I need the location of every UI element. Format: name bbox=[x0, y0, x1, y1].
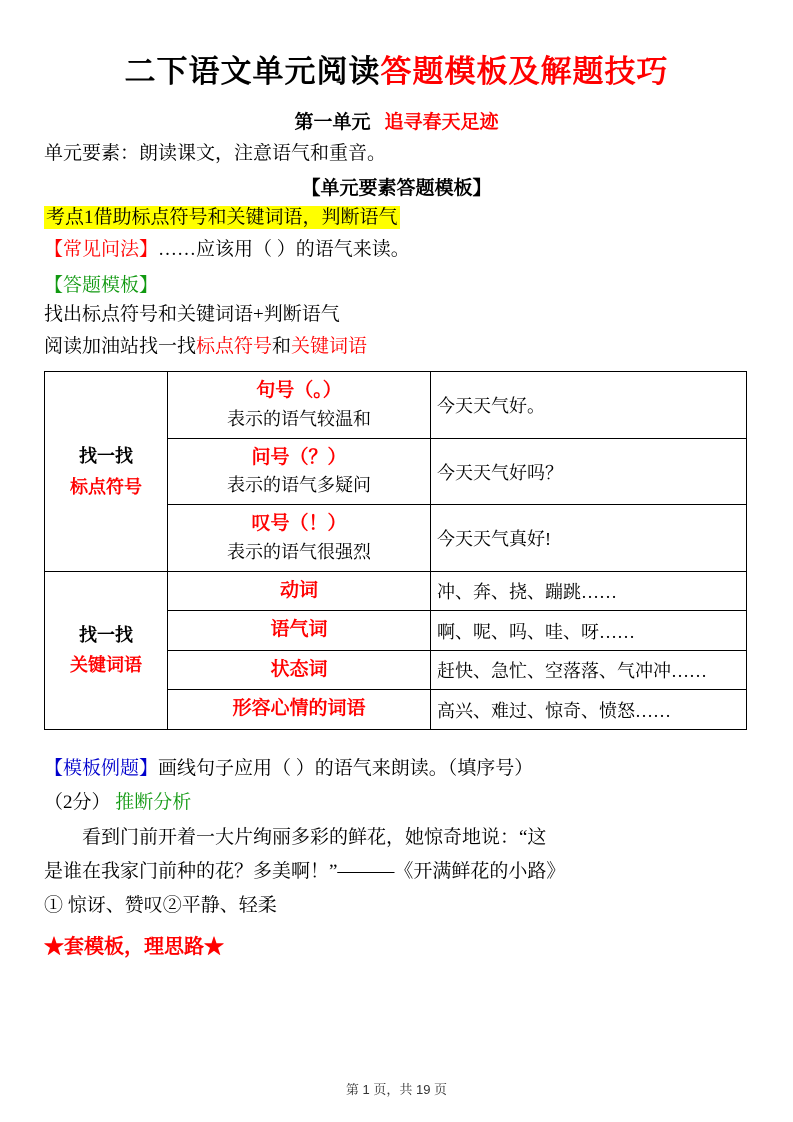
kaodian-highlight-text: 考点1借助标点符号和关键词语，判断语气 bbox=[46, 206, 398, 228]
example-score-line bbox=[44, 788, 749, 818]
footer-note: ★套模板，理思路★ bbox=[44, 935, 224, 958]
row-group-label-punctuation bbox=[45, 372, 168, 572]
example-question-line bbox=[44, 754, 749, 784]
passage-line-1: 看到门前开着一大片绚丽多彩的鲜花，她惊奇地说：“这 bbox=[82, 826, 547, 848]
table-cell-example: 今天天气好。 bbox=[431, 372, 747, 439]
example-question: 画线句子应用（ ）的语气来朗读。（填序号） bbox=[158, 757, 534, 779]
unit-heading bbox=[44, 107, 749, 134]
table-cell-mid bbox=[168, 650, 431, 690]
reading-station-red-1: 标点符号 bbox=[196, 335, 273, 357]
table-cell-mid bbox=[168, 690, 431, 730]
kaodian-highlight-line bbox=[44, 204, 749, 232]
table-row bbox=[45, 571, 747, 611]
cell-title: 叹号（！） bbox=[251, 513, 347, 535]
cell-subtitle: 表示的语气多疑问 bbox=[227, 475, 371, 496]
group-label-top: 找一找 bbox=[79, 624, 133, 645]
common-question-text: ……应该用（ ）的语气来读。 bbox=[158, 239, 410, 261]
common-question-line bbox=[44, 236, 749, 265]
reading-station-line bbox=[44, 332, 749, 361]
cell-subtitle: 表示的语气很强烈 bbox=[227, 541, 371, 562]
cell-title: 句号（。） bbox=[256, 380, 342, 402]
group-label-top: 找一找 bbox=[79, 446, 133, 467]
title-part-1: 二下语文单元阅读 bbox=[124, 54, 381, 89]
table-cell-mid bbox=[168, 571, 431, 611]
group-label-bottom: 关键词语 bbox=[70, 655, 142, 676]
table-cell-example: 啊、呢、吗、哇、呀…… bbox=[431, 611, 747, 651]
table-row bbox=[45, 372, 747, 439]
table-cell-mid bbox=[168, 372, 431, 439]
reading-station-pre: 阅读加油站找一找 bbox=[44, 335, 197, 357]
table-cell-mid bbox=[168, 505, 431, 572]
row-group-label-keywords bbox=[45, 571, 168, 729]
unit-elements-line: 单元要素：朗读课文，注意语气和重音。 bbox=[44, 143, 387, 164]
reading-station-mid: 和 bbox=[272, 335, 292, 357]
example-score: （2分） bbox=[44, 792, 111, 814]
table-cell-example: 今天天气真好! bbox=[431, 505, 747, 572]
passage-line-2: 是谁在我家门前种的花？多美啊！”———《开满鲜花的小路》 bbox=[44, 861, 566, 883]
cell-subtitle: 表示的语气较温和 bbox=[227, 408, 371, 429]
table-cell-example: 今天天气好吗？ bbox=[431, 438, 747, 505]
punctuation-keyword-table bbox=[44, 371, 747, 730]
reading-station-red-2: 关键词语 bbox=[291, 335, 368, 357]
example-analysis-label: 推断分析 bbox=[115, 792, 192, 814]
table-cell-mid bbox=[168, 611, 431, 651]
answer-template-text: 找出标点符号和关键词语+判断语气 bbox=[44, 303, 340, 325]
cell-title: 状态词 bbox=[270, 658, 328, 680]
table-cell-example: 冲、奔、挠、蹦跳…… bbox=[431, 571, 747, 611]
group-label-bottom: 标点符号 bbox=[70, 476, 142, 497]
unit-name: 追寻春天足迹 bbox=[384, 112, 499, 133]
example-label: 【模板例题】 bbox=[44, 757, 159, 779]
common-question-label: 【常见问法】 bbox=[44, 239, 159, 261]
example-options: ① 惊讶、赞叹②平静、轻柔 bbox=[44, 895, 277, 917]
title-part-3: 解题技巧 bbox=[540, 54, 669, 89]
table-cell-mid bbox=[168, 438, 431, 505]
page-title bbox=[44, 46, 749, 91]
cell-title: 形容心情的词语 bbox=[232, 698, 366, 720]
table-cell-example: 赶快、急忙、空落落、气冲冲…… bbox=[431, 650, 747, 690]
unit-template-heading: 【单元要素答题模板】 bbox=[301, 177, 492, 199]
title-part-2: 答题模板及 bbox=[380, 54, 541, 89]
table-cell-example: 高兴、难过、惊奇、愤怒…… bbox=[431, 690, 747, 730]
cell-title: 语气词 bbox=[270, 619, 328, 641]
cell-title: 问号（？） bbox=[251, 446, 347, 468]
cell-title: 动词 bbox=[279, 579, 318, 601]
page-footer: 第 1 页，共 19 页 bbox=[345, 1082, 448, 1097]
unit-label: 第一单元 bbox=[294, 112, 371, 133]
answer-template-label: 【答题模板】 bbox=[44, 274, 159, 296]
